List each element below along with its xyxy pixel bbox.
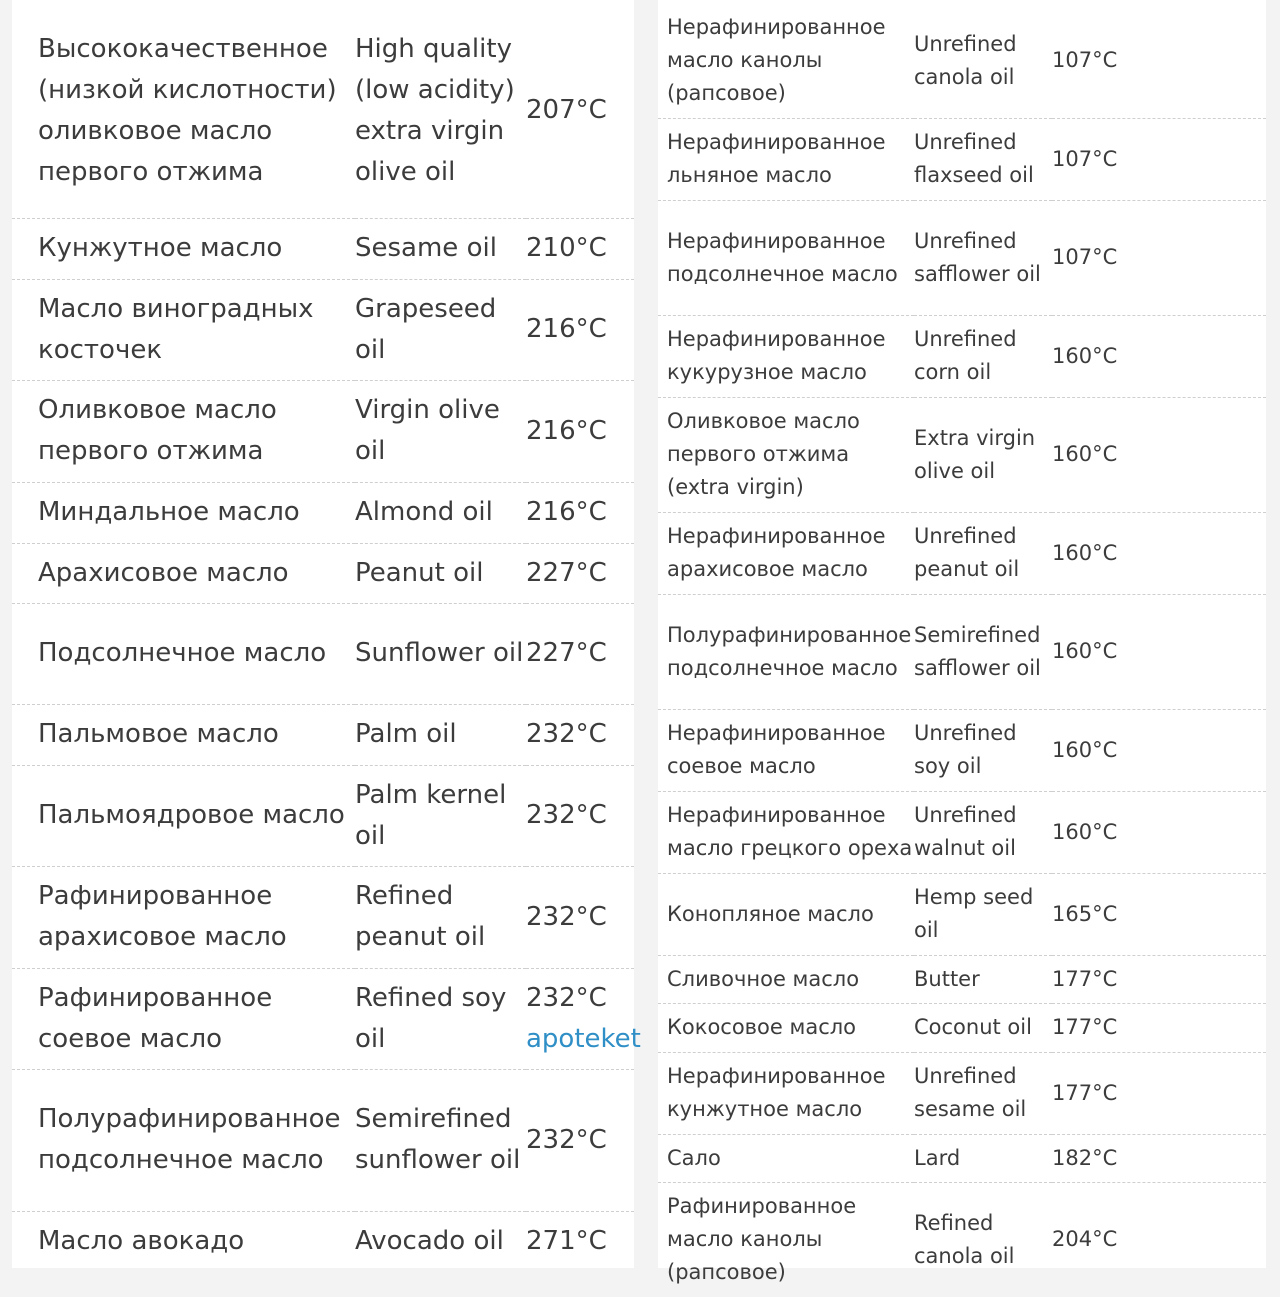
table-row — [658, 1052, 1266, 1134]
table-row — [12, 380, 634, 482]
oil-name-en: Coconut oil — [914, 1003, 1052, 1052]
oil-name-en: Unrefined corn oil — [914, 315, 1052, 397]
smoke-point-temp: 182°C — [1052, 1134, 1266, 1182]
oil-name-ru: Высококачественное (низкой кислотности) оливковое масло первого отжима — [12, 4, 355, 218]
oil-name-en: Unrefined peanut oil — [914, 512, 1052, 594]
oil-name-ru: Оливковое масло первого отжима (extra virgin) — [658, 397, 914, 512]
smoke-point-temp: 160°C — [1052, 791, 1266, 873]
oil-name-en: Refined peanut oil — [355, 866, 526, 968]
oil-name-ru: Нерафинированное льняное масло — [658, 118, 914, 200]
smoke-point-temp: 210°C — [526, 218, 634, 279]
table-row — [658, 397, 1266, 512]
smoke-point-temp: 227°C — [526, 603, 634, 704]
oil-name-en: Palm kernel oil — [355, 765, 526, 866]
table-row — [658, 955, 1266, 1003]
smoke-point-temp: 160°C — [1052, 397, 1266, 512]
oil-name-en: Unrefined flaxseed oil — [914, 118, 1052, 200]
smoke-point-temp: 216°C — [526, 279, 634, 380]
oil-name-en: Butter — [914, 955, 1052, 1003]
oil-name-ru: Рафинированное масло канолы (рапсовое) — [667, 1194, 857, 1285]
smoke-point-temp: 160°C — [1052, 594, 1266, 709]
oil-name-en: Unrefined safflower oil — [914, 200, 1052, 315]
oil-name-en: Virgin olive oil — [355, 380, 526, 482]
oil-name-en: Peanut oil — [355, 543, 526, 603]
oil-name-ru: Подсолнечное масло — [12, 603, 355, 704]
table-row — [658, 1134, 1266, 1182]
oil-name-en: Grapeseed oil — [355, 279, 526, 380]
oil-name-ru: Нерафинированное подсолнечное масло — [658, 200, 914, 315]
table-row — [12, 482, 634, 543]
table-row — [658, 873, 1266, 955]
oil-name-ru: Конопляное масло — [658, 873, 914, 955]
oil-name-ru: Масло авокадо — [38, 1225, 245, 1256]
oil-name-ru: Рафинированное соевое масло — [12, 968, 355, 1069]
oil-name-ru: Полурафинированное подсолнечное масло — [12, 1069, 355, 1211]
table-row — [12, 1211, 634, 1271]
oil-name-ru: Масло виноградных косточек — [12, 279, 355, 380]
smoke-point-temp: 165°C — [1052, 873, 1266, 955]
oil-name-ru: Нерафинированное арахисовое масло — [658, 512, 914, 594]
smoke-point-temp: 216°C — [526, 482, 634, 543]
table-row — [12, 765, 634, 866]
table-row — [12, 1069, 634, 1211]
smoke-point-temp: 232°C — [526, 1069, 634, 1211]
oil-name-ru: Нерафинированное кукурузное масло — [658, 315, 914, 397]
smoke-point-temp: 271°C — [526, 1225, 607, 1256]
smoke-point-temp: 232°C — [526, 704, 634, 765]
left-table-panel — [12, 0, 641, 1268]
oil-name-en: Unrefined walnut oil — [914, 791, 1052, 873]
oil-name-en: Extra virgin olive oil — [914, 397, 1052, 512]
table-row — [658, 791, 1266, 873]
oil-name-en: Refined soy oil — [355, 968, 526, 1069]
table-row — [658, 1182, 1266, 1297]
oil-name-en: Palm oil — [355, 704, 526, 765]
smoke-point-temp: 177°C — [1052, 955, 1266, 1003]
smoke-point-temp: 232°C — [526, 765, 634, 866]
smoke-point-table-right — [658, 4, 1266, 1297]
table-row — [658, 1003, 1266, 1052]
oil-name-ru: Оливковое масло первого отжима — [12, 380, 355, 482]
oil-name-en: Almond oil — [355, 482, 526, 543]
smoke-point-temp: 232°C — [526, 982, 607, 1013]
oil-name-ru: Миндальное масло — [12, 482, 355, 543]
oil-name-ru: Нерафинированное масло канолы (рапсовое) — [658, 4, 914, 118]
smoke-point-temp: 232°C — [526, 866, 634, 968]
table-row — [658, 315, 1266, 397]
oil-name-en: Hemp seed oil — [914, 873, 1052, 955]
table-row — [658, 594, 1266, 709]
table-row — [12, 543, 634, 603]
table-row — [12, 218, 634, 279]
smoke-point-temp: 216°C — [526, 380, 634, 482]
table-row — [658, 512, 1266, 594]
oil-name-ru: Полурафинированное подсолнечное масло — [658, 594, 914, 709]
smoke-point-temp: 107°C — [1052, 118, 1266, 200]
oil-name-en: Sesame oil — [355, 218, 526, 279]
oil-name-ru: Пальмоядровое масло — [12, 765, 355, 866]
table-row — [12, 4, 634, 218]
oil-name-en: Unrefined sesame oil — [914, 1052, 1052, 1134]
smoke-point-temp-cell — [526, 968, 641, 1069]
oil-name-ru: Кунжутное масло — [12, 218, 355, 279]
oil-name-ru: Нерафинированное кунжутное масло — [658, 1052, 914, 1134]
oil-name-en: Refined canola oil — [914, 1210, 1015, 1268]
oil-name-ru: Рафинированное арахисовое масло — [12, 866, 355, 968]
table-row — [12, 704, 634, 765]
smoke-point-temp: 204°C — [1052, 1227, 1118, 1252]
table-row — [658, 200, 1266, 315]
smoke-point-temp: 177°C — [1052, 1003, 1266, 1052]
smoke-point-temp: 160°C — [1052, 512, 1266, 594]
table-row — [12, 279, 634, 380]
oil-name-ru: Кокосовое масло — [658, 1003, 914, 1052]
oil-name-ru: Нерафинированное масло грецкого ореха — [658, 791, 914, 873]
smoke-point-table-left — [12, 4, 641, 1271]
oil-name-en: Sunflower oil — [355, 603, 526, 704]
table-row — [658, 118, 1266, 200]
table-row — [12, 603, 634, 704]
source-link[interactable]: apoteket — [526, 1023, 641, 1054]
oil-name-ru: Пальмовое масло — [12, 704, 355, 765]
smoke-point-temp: 207°C — [526, 4, 634, 218]
oil-name-en: Semirefined safflower oil — [914, 594, 1052, 709]
oil-name-en: Semirefined sunflower oil — [355, 1069, 526, 1211]
smoke-point-temp: 160°C — [1052, 709, 1266, 791]
smoke-point-temp: 227°C — [526, 543, 634, 603]
oil-name-ru: Арахисовое масло — [12, 543, 355, 603]
right-table-panel — [658, 0, 1266, 1285]
table-row — [658, 4, 1266, 118]
smoke-point-temp: 107°C — [1052, 4, 1266, 118]
oil-name-ru: Сливочное масло — [658, 955, 914, 1003]
oil-name-en: High quality (low acidity) extra virgin olive oil — [355, 4, 526, 218]
table-row — [12, 968, 634, 1069]
oil-name-ru: Нерафинированное соевое масло — [658, 709, 914, 791]
oil-name-en: Unrefined canola oil — [914, 4, 1052, 118]
table-row — [658, 709, 1266, 791]
smoke-point-temp: 160°C — [1052, 315, 1266, 397]
table-row — [12, 866, 634, 968]
smoke-point-temp: 107°C — [1052, 200, 1266, 315]
oil-name-ru: Сало — [658, 1134, 914, 1182]
oil-name-en: Avocado oil — [355, 1225, 504, 1256]
smoke-point-temp: 177°C — [1052, 1052, 1266, 1134]
oil-name-en: Lard — [914, 1134, 1052, 1182]
oil-name-en: Unrefined soy oil — [914, 709, 1052, 791]
